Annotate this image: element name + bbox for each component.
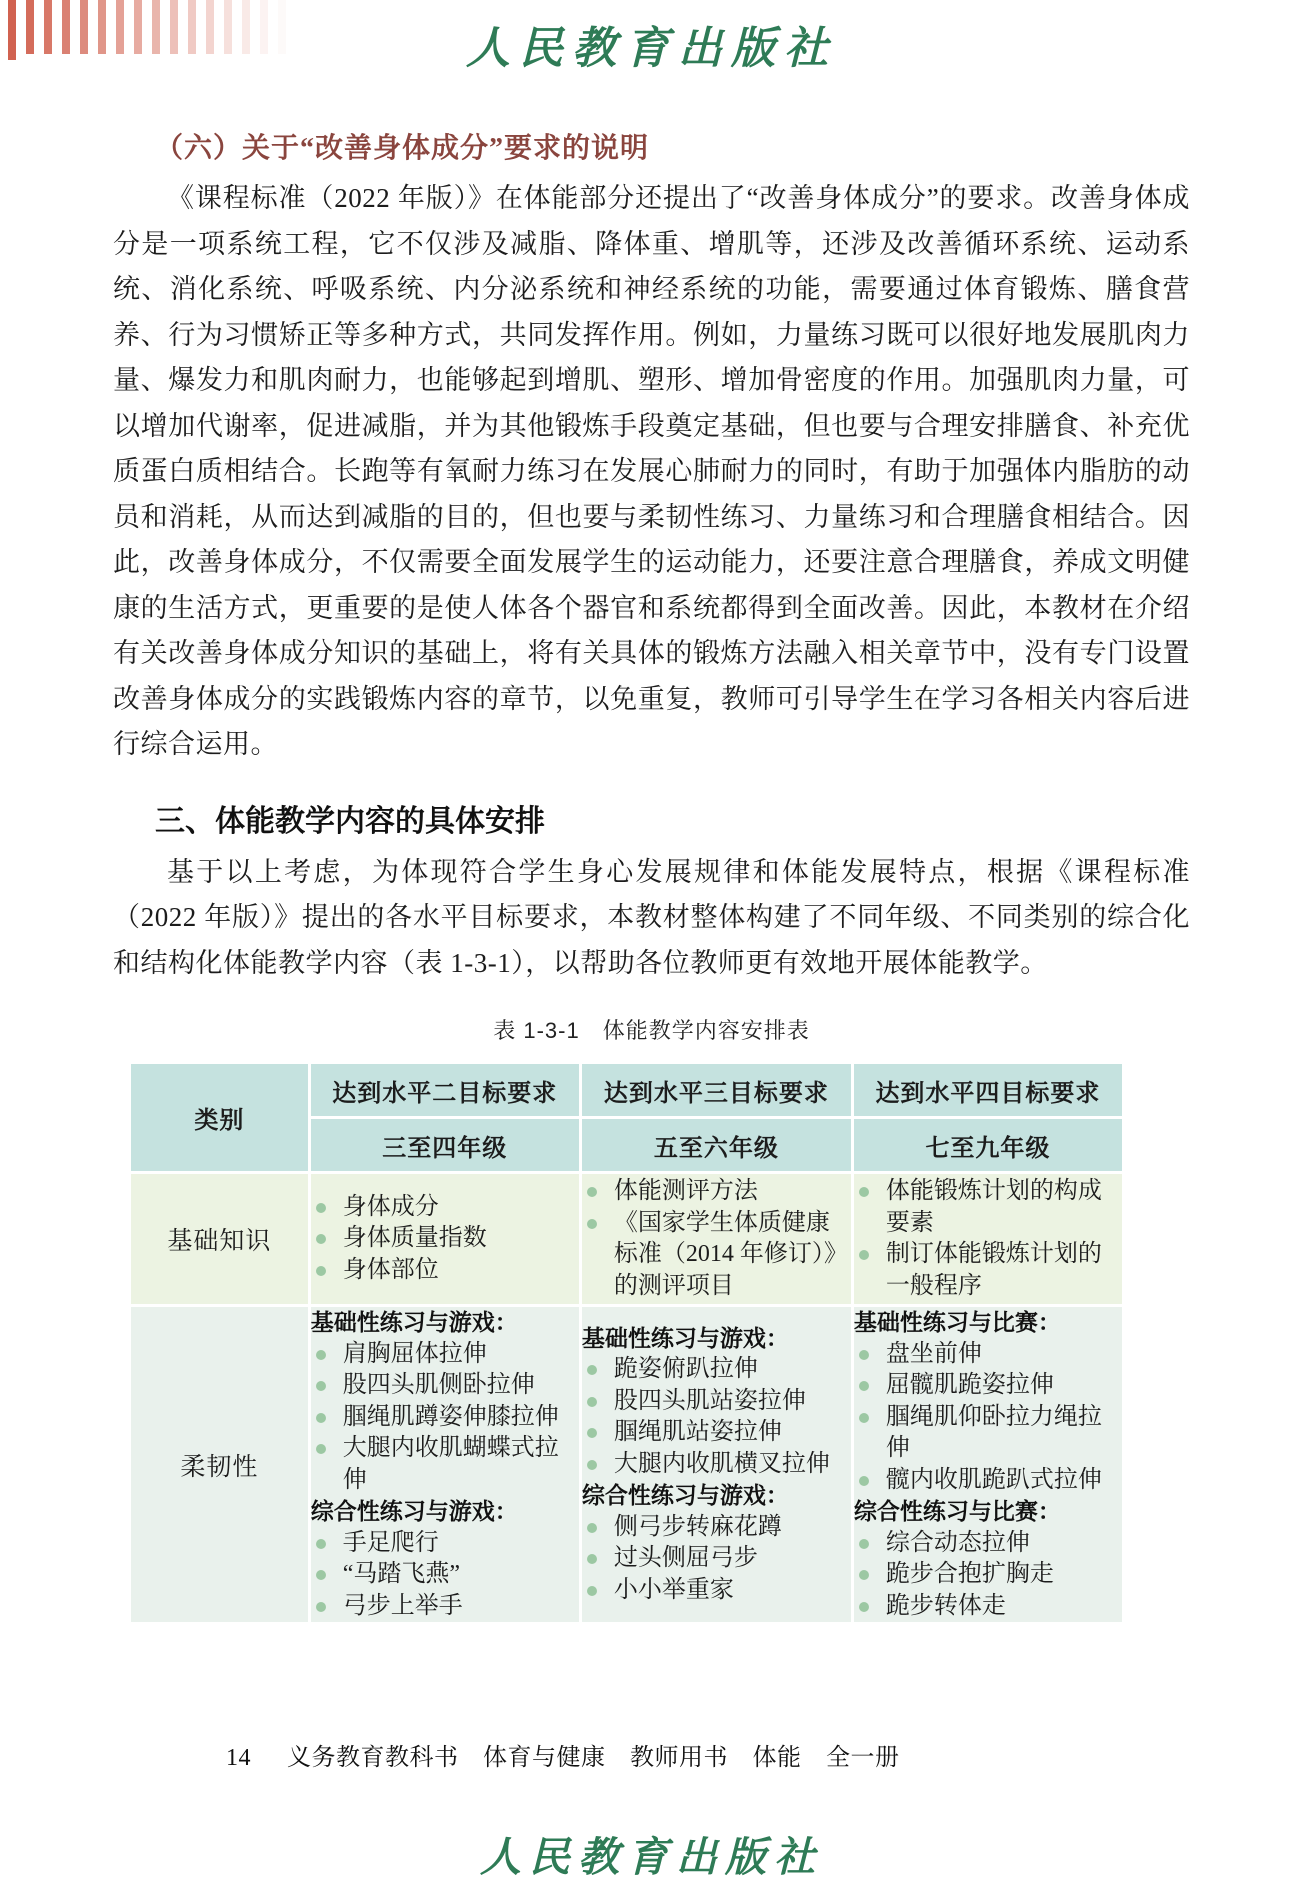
table-cell	[311, 1174, 579, 1304]
list-item: 身体成分	[311, 1192, 579, 1224]
list-item: 大腿内收肌横叉拉伸	[582, 1449, 851, 1481]
group-title: 综合性练习与游戏：	[581, 1482, 789, 1509]
footer-book-title: 义务教育教科书 体育与健康 教师用书 体能 全一册	[287, 1745, 900, 1771]
bullet-icon	[859, 1350, 869, 1360]
list-item: 股四头肌侧卧拉伸	[311, 1370, 579, 1402]
table-cell	[854, 1307, 1122, 1622]
bullet-icon	[316, 1266, 326, 1276]
bar-stripe	[188, 0, 196, 54]
bullet-icon	[316, 1381, 326, 1391]
list-item: 侧弓步转麻花蹲	[582, 1512, 851, 1544]
table-header	[131, 1064, 1122, 1171]
group-title: 基础性练习与比赛：	[853, 1309, 1061, 1335]
page-number: 14	[226, 1745, 251, 1771]
table-cell	[311, 1307, 579, 1622]
bar-stripe	[62, 0, 70, 54]
section6-heading: （六）关于“改善身体成分”要求的说明	[155, 133, 650, 164]
list-item: 跪步转体走	[854, 1591, 1122, 1623]
list-item: 小小举重家	[582, 1575, 851, 1607]
bar-stripe	[44, 0, 52, 54]
list-item: 体能测评方法	[582, 1176, 851, 1208]
bar-stripe	[242, 0, 250, 54]
header-level-2: 达到水平二目标要求	[311, 1064, 579, 1116]
section3-heading: 三、体能教学内容的具体安排	[155, 804, 545, 838]
bar-stripe	[260, 0, 268, 54]
decorative-fading-bars	[8, 0, 286, 60]
bullet-icon	[316, 1570, 326, 1580]
bar-stripe	[170, 0, 178, 54]
bar-stripe	[134, 0, 142, 54]
bullet-icon	[859, 1381, 869, 1391]
bullet-icon	[587, 1460, 597, 1470]
bar-stripe	[152, 0, 160, 54]
list-item: “马踏飞燕”	[311, 1559, 579, 1591]
bullet-icon	[316, 1539, 326, 1549]
bar-stripe	[80, 0, 88, 54]
bullet-icon	[587, 1586, 597, 1596]
bullet-icon	[859, 1250, 869, 1260]
list-item: 髋内收肌跪趴式拉伸	[854, 1465, 1122, 1497]
list-item: 身体质量指数	[311, 1223, 579, 1255]
table-row	[131, 1307, 1122, 1622]
bullet-icon	[859, 1570, 869, 1580]
table-cell	[582, 1174, 851, 1304]
bar-stripe	[98, 0, 106, 54]
bullet-icon	[316, 1234, 326, 1244]
list-item: 跪姿俯趴拉伸	[582, 1354, 851, 1386]
list-item: 腘绳肌站姿拉伸	[582, 1417, 851, 1449]
table-cell	[582, 1307, 851, 1622]
bar-stripe	[206, 0, 214, 54]
header-grade-5-6: 五至六年级	[582, 1119, 851, 1171]
list-item: 腘绳肌蹲姿伸膝拉伸	[311, 1402, 579, 1434]
section6-paragraph: 《课程标准（2022 年版）》在体能部分还提出了“改善身体成分”的要求。改善身体成分是一项系统工程，它不仅涉及减脂、降体重、增肌等，还涉及改善循环系统、运动系统、消化系统、呼吸系统、内分泌系统和神经系统的功能，需要通过体育锻炼、膳食营养、行为习惯矫正等多种方式，共同发挥作用。例如，力量练习既可以很好地发展肌肉力量、爆发力和肌肉耐力，也能够起到增肌、塑形、增加骨密度的作用。加强肌肉力量，可以增加代谢率，促进减脂，并为其他锻炼手段奠定基础，但也要与合理安排膳食、补充优质蛋白质相结合。长跑等有氧耐力练习在发展心肺耐力的同时，有助于加强体内脂肪的动员和消耗，从而达到减脂的目的，但也要与柔韧性练习、力量练习和合理膳食相结合。因此，改善身体成分，不仅需要全面发展学生的运动能力，还要注意合理膳食，养成文明健康的生活方式，更重要的是使人体各个器官和系统都得到全面改善。因此，本教材在介绍有关改善身体成分知识的基础上，将有关具体的锻炼方法融入相关章节中，没有专门设置改善身体成分的实践锻炼内容的章节，以免重复，教师可引导学生在学习各相关内容后进行综合运用。	[113, 183, 1190, 759]
bullet-icon	[316, 1350, 326, 1360]
bullet-icon	[587, 1523, 597, 1533]
category-cell: 基础知识	[131, 1174, 308, 1304]
bullet-icon	[587, 1365, 597, 1375]
list-item: 身体部位	[311, 1255, 579, 1287]
table-row	[131, 1174, 1122, 1304]
header-level-4: 达到水平四目标要求	[854, 1064, 1122, 1116]
bar-stripe	[8, 0, 16, 60]
list-item: 弓步上举手	[311, 1591, 579, 1623]
bullet-icon	[587, 1187, 597, 1197]
page-content	[113, 130, 1190, 1772]
list-item: 跪步合抱扩胸走	[854, 1559, 1122, 1591]
bar-stripe	[224, 0, 232, 54]
bullet-icon	[859, 1413, 869, 1423]
bullet-icon	[859, 1539, 869, 1549]
bullet-icon	[316, 1413, 326, 1423]
bullet-icon	[587, 1397, 597, 1407]
list-item: 腘绳肌仰卧拉力绳拉伸	[854, 1402, 1122, 1465]
table-body	[131, 1174, 1122, 1622]
list-item: 股四头肌站姿拉伸	[582, 1386, 851, 1418]
bullet-icon	[859, 1187, 869, 1197]
list-item: 《国家学生体质健康标准（2014 年修订）》的测评项目	[582, 1208, 851, 1303]
bullet-icon	[316, 1444, 326, 1454]
publisher-logo-top: 人民教育出版社	[466, 24, 837, 73]
list-item: 制订体能锻炼计划的一般程序	[854, 1239, 1122, 1302]
bullet-icon	[859, 1476, 869, 1486]
publisher-logo-bottom: 人民教育出版社	[480, 1834, 823, 1880]
group-title: 基础性练习与游戏：	[310, 1309, 518, 1335]
bullet-icon	[316, 1602, 326, 1612]
bullet-icon	[587, 1554, 597, 1564]
table-cell	[854, 1174, 1122, 1304]
bar-stripe	[116, 0, 124, 54]
list-item: 手足爬行	[311, 1528, 579, 1560]
header-grade-7-9: 七至九年级	[854, 1119, 1122, 1171]
bullet-icon	[859, 1602, 869, 1612]
group-title: 综合性练习与比赛：	[853, 1498, 1061, 1524]
list-item: 过头侧屈弓步	[582, 1543, 851, 1575]
content-arrangement-table	[128, 1061, 1125, 1625]
category-cell: 柔韧性	[131, 1307, 308, 1622]
list-item: 体能锻炼计划的构成要素	[854, 1176, 1122, 1239]
list-item: 屈髋肌跪姿拉伸	[854, 1370, 1122, 1402]
group-title: 综合性练习与游戏：	[310, 1498, 518, 1524]
list-item: 肩胸屈体拉伸	[311, 1339, 579, 1371]
bullet-icon	[587, 1219, 597, 1229]
page-footer	[226, 1737, 1190, 1772]
group-title: 基础性练习与游戏：	[581, 1324, 789, 1351]
header-category: 类别	[131, 1064, 308, 1171]
bar-stripe	[26, 0, 34, 54]
list-item: 综合动态拉伸	[854, 1528, 1122, 1560]
list-item: 盘坐前伸	[854, 1339, 1122, 1371]
bar-stripe	[278, 0, 286, 54]
bullet-icon	[587, 1428, 597, 1438]
list-item: 大腿内收肌蝴蝶式拉伸	[311, 1433, 579, 1496]
section3-paragraph: 基于以上考虑，为体现符合学生身心发展规律和体能发展特点，根据《课程标准（2022 年版）》提出的各水平目标要求，本教材整体构建了不同年级、不同类别的综合化和结构化体能教学内容（表 1-3-1），以帮助各位教师更有效地开展体能教学。	[113, 856, 1190, 978]
bullet-icon	[316, 1203, 326, 1213]
header-level-3: 达到水平三目标要求	[582, 1064, 851, 1116]
header-grade-3-4: 三至四年级	[311, 1119, 579, 1171]
table-caption: 表 1-3-1 体能教学内容安排表	[493, 1018, 810, 1043]
